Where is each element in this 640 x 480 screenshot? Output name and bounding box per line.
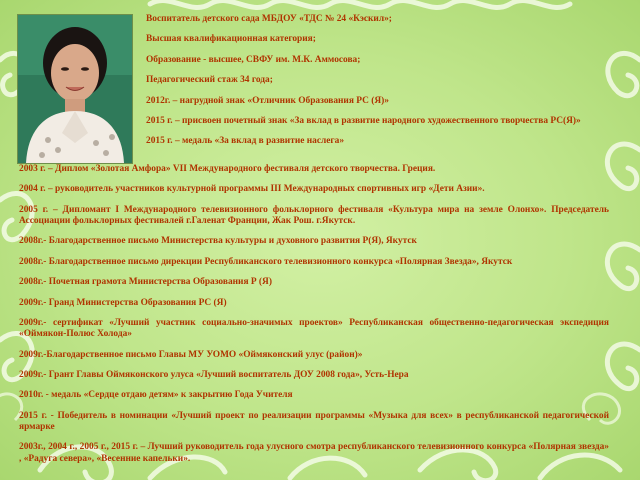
achievement-item: 2008г.- Благодарственное письмо Министерства культуры и духовного развития Р(Я), Якутск xyxy=(19,236,417,247)
bio-item: 2015 г. – присвоен почетный знак «За вклад в развитие народного художественного творчества РС(Я)» xyxy=(146,115,581,126)
achievement-item: 2010г. - медаль «Сердце отдаю детям» к закрытию Года Учителя xyxy=(19,390,293,401)
bio-item: Высшая квалификационная категория; xyxy=(146,34,316,45)
achievement-item: 2008г.- Почетная грамота Министерства Образования Р (Я) xyxy=(19,277,272,288)
bio-item: Образование - высшее, СВФУ им. М.К. Аммосова; xyxy=(146,54,361,65)
achievement-item: 2005 г. – Дипломант I Международного телевизионного фольклорного фестиваля «Культура мира на земле Олонхо». Председатель Ассоциации фольклорных фестивалей г.Галенат Франции, Жак Рош. г.Якутск. xyxy=(19,204,609,226)
achievement-item: 2009г.- Гранд Министерства Образования РС (Я) xyxy=(19,297,227,308)
achievements-list xyxy=(19,164,609,474)
achievement-item: 2009г.-Благодарственное письмо Главы МУ УОМО «Оймяконский улус (район)» xyxy=(19,349,363,360)
bio-item: 2015 г. – медаль «За вклад в развитие наслега» xyxy=(146,136,345,147)
bio-item: Воспитатель детского сада МБДОУ «ТДС № 24 «Кэскил»; xyxy=(146,14,392,24)
achievement-item: 2003 г. – Диплом «Золотая Амфора» VII Международного фестиваля детского творчества. Греция. xyxy=(19,164,436,174)
achievement-item: 2009г.- Грант Главы Оймяконского улуса «Лучший воспитатель ДОУ 2008 года», Усть-Нера xyxy=(19,369,409,380)
bio-item: Педагогический стаж 34 года; xyxy=(146,75,273,86)
achievement-item: 2004 г. – руководитель участников культурной программы III Международных спортивных игр «Дети Азии». xyxy=(19,184,485,195)
achievement-item: 2009г.- сертификат «Лучший участник социально-значимых проектов» Республиканская общественно-педагогическая экспедиция «Оймякон-Полюс Холода» xyxy=(19,317,609,340)
achievement-item: 2015 г. - Победитель в номинации «Лучший проект по реализации программы «Музыка для всех» в республиканской педагогической ярмарке xyxy=(19,410,609,432)
achievement-item: 2003г., 2004 г., 2005 г., 2015 г. – Лучший руководитель года улусного смотра республиканского телевизионного конкурса «Полярная звезда» , «Радуга севера», «Весенние капельки». xyxy=(19,442,609,464)
achievement-item: 2008г.- Благодарственное письмо дирекции Республиканского телевизионного конкурса «Полярная Звезда», Якутск xyxy=(19,256,513,267)
teacher-photo xyxy=(17,14,133,164)
top-bio-list xyxy=(146,14,608,157)
bio-item: 2012г. – нагрудной знак «Отличник Образования РС (Я)» xyxy=(146,95,389,106)
